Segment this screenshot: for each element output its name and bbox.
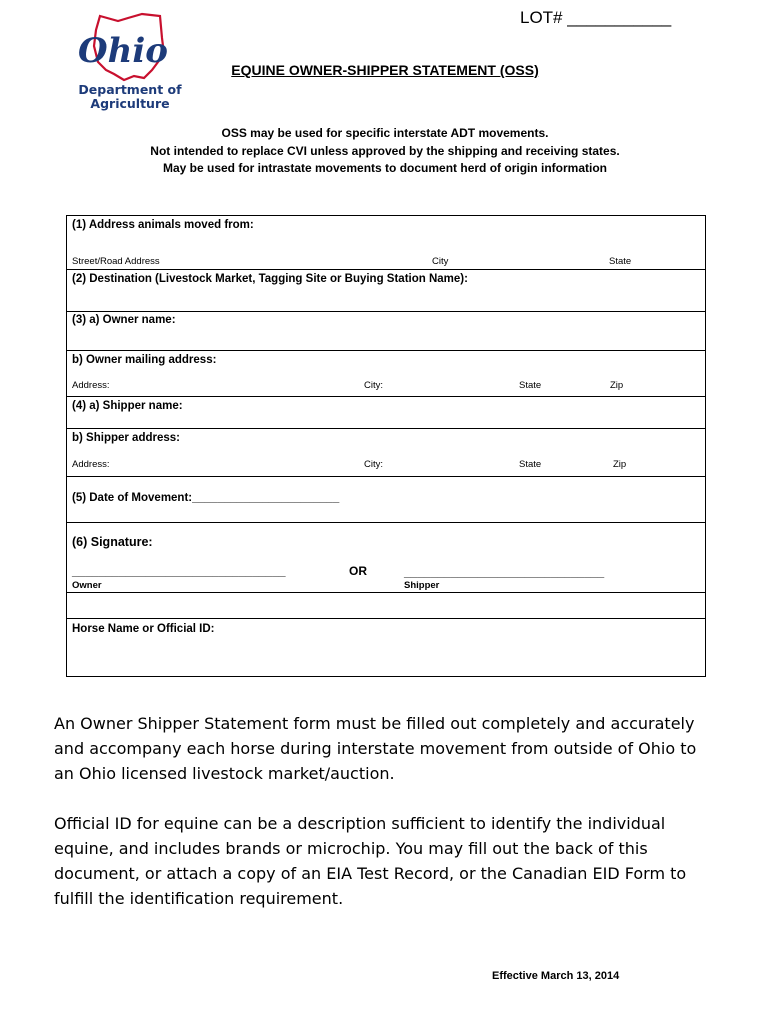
owner-name-label[interactable]: (3) a) Owner name:: [72, 314, 176, 326]
divider: [67, 592, 705, 593]
intro-line-3: May be used for intrastate movements to document herd of origin information: [162, 161, 608, 175]
form-box: [66, 215, 706, 677]
paragraph-line: Official ID for equine can be a description sufficient to identify the individual: [54, 814, 666, 833]
owner-city-field[interactable]: City:: [364, 380, 383, 391]
horse-id-field[interactable]: Horse Name or Official ID:: [72, 623, 215, 635]
dept-line-1: Department of: [78, 82, 182, 97]
divider: [67, 428, 705, 429]
intro-line-1: OSS may be used for specific interstate ADT movements.: [221, 126, 549, 140]
instructions-paragraph-2: [54, 811, 724, 911]
owner-mailing-address-label: b) Owner mailing address:: [72, 354, 217, 366]
or-label: OR: [349, 564, 367, 578]
instructions-paragraph-1: [54, 711, 724, 786]
shipper-address-field[interactable]: Address:: [72, 459, 110, 470]
divider: [67, 522, 705, 523]
paragraph-line: and accompany each horse during interstate movement from outside of Ohio to: [54, 739, 697, 758]
divider: [67, 396, 705, 397]
shipper-zip-field[interactable]: Zip: [613, 459, 627, 470]
lot-number-field[interactable]: LOT# ___________: [520, 8, 672, 27]
date-of-movement-field[interactable]: (5) Date of Movement:_______________________: [72, 492, 340, 504]
paragraph-line: An Owner Shipper Statement form must be filled out completely and accurately: [54, 714, 695, 733]
dept-line-2: Agriculture: [90, 96, 170, 111]
page-title: EQUINE OWNER-SHIPPER STATEMENT (OSS): [231, 62, 539, 78]
department-name: [78, 83, 182, 111]
shipper-name-label[interactable]: (4) a) Shipper name:: [72, 400, 183, 412]
paragraph-line: fulfill the identification requirement.: [54, 889, 344, 908]
divider: [67, 350, 705, 351]
section-1-label: (1) Address animals moved from:: [72, 219, 254, 231]
divider: [67, 618, 705, 619]
shipper-signature-caption: Shipper: [404, 580, 440, 591]
shipper-city-field[interactable]: City:: [364, 459, 383, 470]
divider: [67, 476, 705, 477]
divider: [67, 269, 705, 270]
paragraph-line: an Ohio licensed livestock market/auction.: [54, 764, 395, 783]
paragraph-line: document, or attach a copy of an EIA Test Record, or the Canadian EID Form to: [54, 864, 687, 883]
signature-label: (6) Signature:: [72, 535, 153, 549]
owner-address-field[interactable]: Address:: [72, 380, 110, 391]
owner-zip-field[interactable]: Zip: [610, 380, 624, 391]
effective-date: Effective March 13, 2014: [492, 970, 620, 982]
logo-text: Ohio: [78, 31, 168, 71]
city-label[interactable]: City: [432, 256, 449, 267]
shipper-address-label: b) Shipper address:: [72, 432, 180, 444]
owner-state-field[interactable]: State: [519, 380, 542, 391]
owner-signature-caption: Owner: [72, 580, 102, 591]
shipper-state-field[interactable]: State: [519, 459, 542, 470]
owner-signature-line[interactable]: ________________________________: [72, 564, 286, 578]
street-address-label[interactable]: Street/Road Address: [72, 256, 160, 267]
paragraph-line: equine, and includes brands or microchip. You may fill out the back of this: [54, 839, 648, 858]
state-label[interactable]: State: [609, 256, 632, 267]
intro-line-2: Not intended to replace CVI unless approved by the shipping and receiving states.: [150, 144, 620, 158]
section-2-label[interactable]: (2) Destination (Livestock Market, Tagging Site or Buying Station Name):: [72, 273, 468, 285]
divider: [67, 311, 705, 312]
shipper-signature-line[interactable]: ______________________________: [404, 565, 605, 579]
